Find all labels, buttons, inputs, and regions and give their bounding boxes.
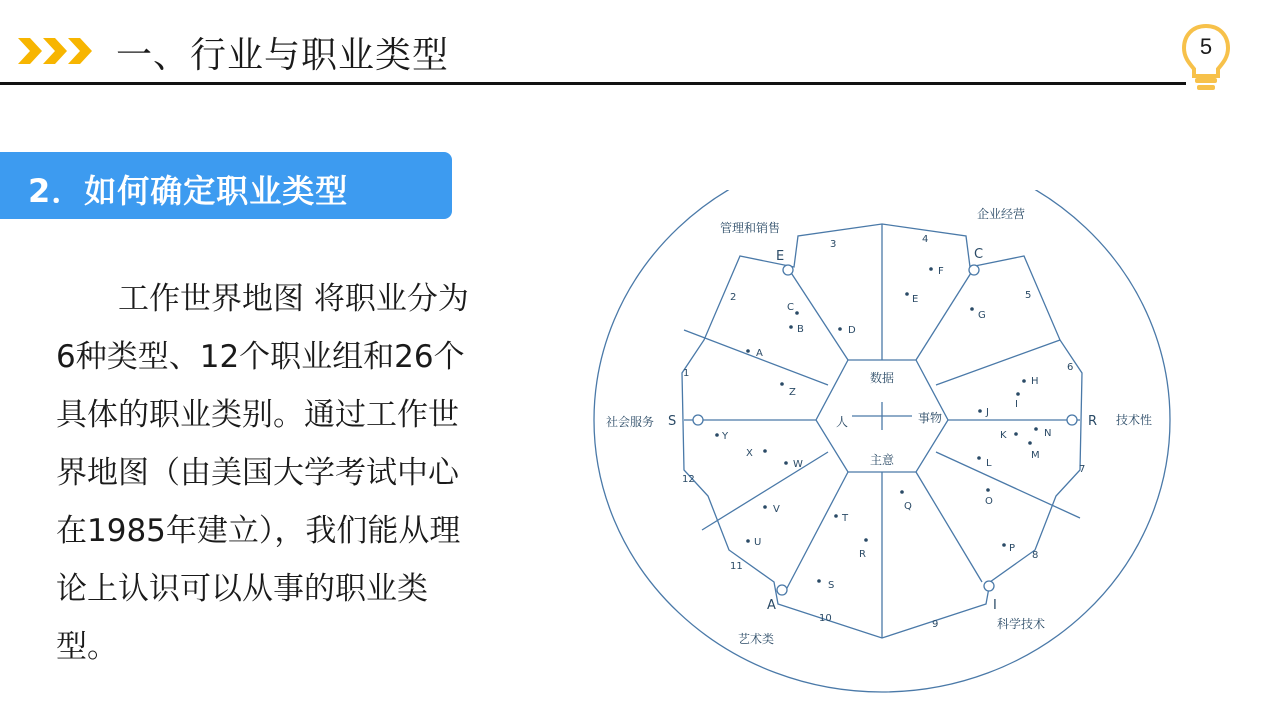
type-marker-R <box>1067 415 1077 425</box>
page-number: 5 <box>1199 34 1213 59</box>
region-number-1: 1 <box>683 368 690 379</box>
type-marker-I <box>984 581 994 591</box>
job-letter-U: U <box>754 537 762 548</box>
type-letter-A: A <box>767 598 776 613</box>
job-dot <box>834 514 838 518</box>
region-number-5: 5 <box>1025 290 1032 301</box>
job-letter-N: N <box>1044 428 1052 439</box>
job-letter-C: C <box>787 302 794 313</box>
job-letter-T: T <box>842 513 849 524</box>
type-letter-S: S <box>668 414 677 429</box>
job-dot <box>986 488 990 492</box>
spoke <box>936 340 1060 385</box>
region-number-7: 7 <box>1079 464 1086 475</box>
page-title: 一、行业与职业类型 <box>116 35 450 76</box>
chevron-shape <box>18 38 42 64</box>
spoke <box>936 452 1080 518</box>
job-dot <box>929 267 933 271</box>
type-name-C: 企业经营 <box>977 207 1026 221</box>
job-dot <box>970 307 974 311</box>
spoke <box>916 265 976 360</box>
region-number-2: 2 <box>730 292 737 303</box>
job-dot <box>789 325 793 329</box>
job-dot <box>1002 543 1006 547</box>
type-marker-A <box>777 585 787 595</box>
job-dot <box>784 461 788 465</box>
job-letter-X: X <box>746 448 753 459</box>
job-letter-M: M <box>1031 450 1040 461</box>
job-dot <box>763 449 767 453</box>
job-letter-J: J <box>986 407 989 418</box>
job-letter-L: L <box>986 458 992 469</box>
job-letter-G: G <box>978 310 986 321</box>
job-letter-Q: Q <box>904 501 912 512</box>
job-dot <box>795 311 799 315</box>
job-dot <box>1022 379 1026 383</box>
section-title: 2．如何确定职业类型 <box>28 172 349 210</box>
job-letter-Z: Z <box>789 387 796 398</box>
type-marker-C <box>969 265 979 275</box>
body-paragraph-block <box>56 270 476 676</box>
region-number-3: 3 <box>830 239 837 250</box>
job-dot <box>817 579 821 583</box>
spoke <box>916 472 982 582</box>
region-number-6: 6 <box>1067 362 1074 373</box>
type-marker-E <box>783 265 793 275</box>
region-number-9: 9 <box>932 619 939 630</box>
job-dot <box>978 409 982 413</box>
job-letter-W: W <box>793 459 803 470</box>
title-divider <box>0 82 1186 85</box>
type-name-R: 技术性 <box>1116 413 1153 427</box>
type-name-A: 艺术类 <box>738 632 775 646</box>
job-letter-B: B <box>797 324 804 335</box>
center-label-bottom: 主意 <box>870 453 895 467</box>
job-letter-S: S <box>828 580 835 591</box>
job-letter-E: E <box>912 294 919 305</box>
job-dot <box>1028 441 1032 445</box>
chevron-shape <box>43 38 67 64</box>
job-letter-Y: Y <box>722 431 729 442</box>
job-letter-I: I <box>1015 399 1018 410</box>
type-letter-C: C <box>974 247 984 262</box>
center-label-top: 数据 <box>870 371 895 385</box>
job-dot <box>864 538 868 542</box>
job-dot <box>763 505 767 509</box>
job-letter-V: V <box>773 504 780 515</box>
spoke <box>786 472 848 590</box>
chevron-arrows-icon <box>18 36 96 66</box>
region-number-10: 10 <box>819 613 832 624</box>
job-letter-A: A <box>756 348 763 359</box>
center-label-left: 人 <box>836 415 849 429</box>
type-name-I: 科学技术 <box>997 617 1046 631</box>
region-number-11: 11 <box>730 561 743 572</box>
type-name-S: 社会服务 <box>606 415 655 429</box>
type-name-E: 管理和销售 <box>720 221 781 235</box>
job-letter-H: H <box>1031 376 1039 387</box>
type-letter-E: E <box>776 249 785 264</box>
region-number-4: 4 <box>922 234 929 245</box>
job-letter-D: D <box>848 325 856 336</box>
type-marker-S <box>693 415 703 425</box>
center-label-right: 事物 <box>918 411 943 425</box>
job-dot <box>746 539 750 543</box>
job-dot <box>1014 432 1018 436</box>
job-dot <box>838 327 842 331</box>
type-letter-I: I <box>993 598 997 613</box>
chevron-shape <box>68 38 92 64</box>
job-dot <box>977 456 981 460</box>
region-number-8: 8 <box>1032 550 1039 561</box>
job-dot <box>905 292 909 296</box>
job-letter-F: F <box>938 266 944 277</box>
world-of-work-map <box>590 190 1182 700</box>
spoke <box>702 452 828 530</box>
job-dot <box>900 490 904 494</box>
job-letter-P: P <box>1009 543 1016 554</box>
region-number-12: 12 <box>682 474 695 485</box>
job-dot <box>715 433 719 437</box>
job-letter-K: K <box>1000 430 1007 441</box>
section-banner <box>0 152 452 219</box>
job-dot <box>1034 427 1038 431</box>
job-dot <box>1016 392 1020 396</box>
job-letter-R: R <box>859 549 866 560</box>
job-letter-O: O <box>985 496 993 507</box>
body-paragraph: 工作世界地图 将职业分为6种类型、12个职业组和26个具体的职业类别。通过工作世界地图（由美国大学考试中心在1985年建立），我们能从理论上认识可以从事的职业类型。 <box>56 281 469 665</box>
job-dot <box>746 349 750 353</box>
job-dot <box>780 382 784 386</box>
type-letter-R: R <box>1088 414 1098 429</box>
